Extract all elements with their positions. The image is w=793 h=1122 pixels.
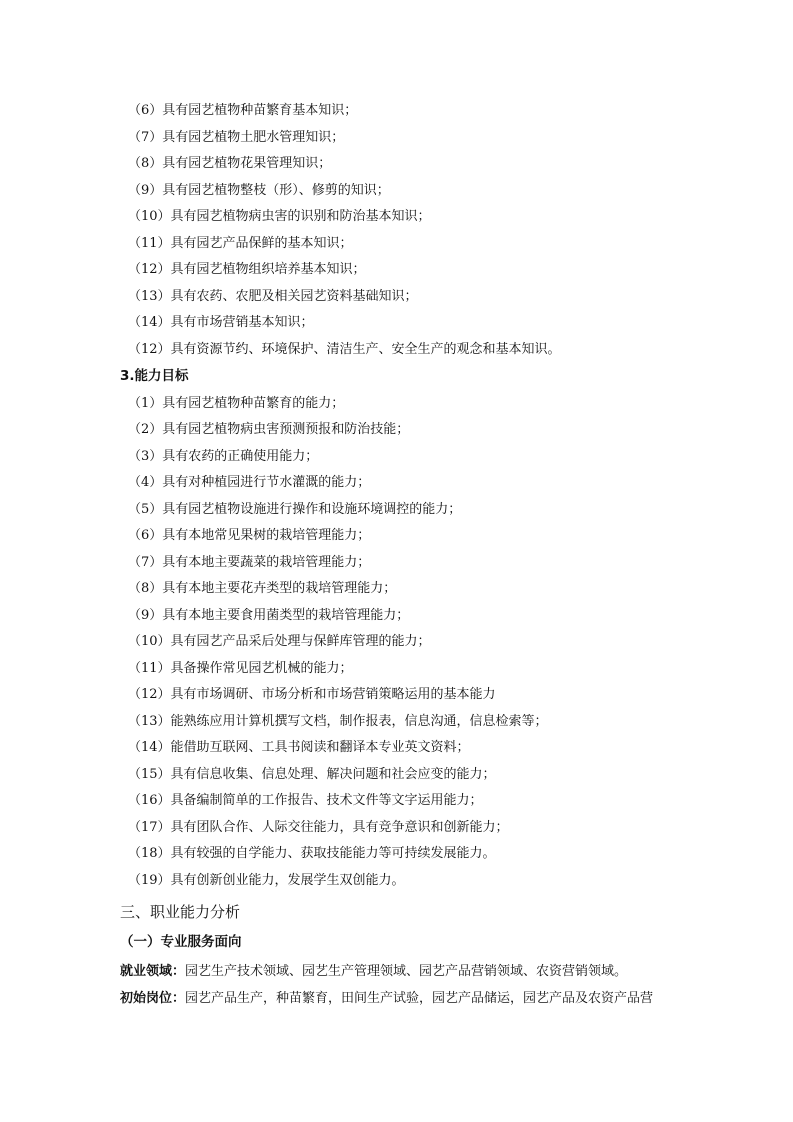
initial-post-label: 初始岗位： <box>120 991 186 1006</box>
initial-post-paragraph <box>120 991 653 1007</box>
ability-item: （5）具有园艺植物设施进行操作和设施环境调控的能力； <box>128 502 462 517</box>
ability-item: （3）具有农药的正确使用能力； <box>128 449 319 464</box>
ability-item: （15）具有信息收集、信息处理、解决问题和社会应变的能力； <box>128 767 496 782</box>
ability-heading: 3.能力目标 <box>120 368 189 384</box>
ability-item: （16）具备编制简单的工作报告、技术文件等文字运用能力； <box>128 793 483 808</box>
knowledge-item: （6）具有园艺植物种苗繁育基本知识； <box>128 103 358 118</box>
ability-item: （17）具有团队合作、人际交往能力，具有竞争意识和创新能力； <box>128 820 509 835</box>
knowledge-item: （12）具有园艺植物组织培养基本知识； <box>128 262 366 277</box>
employment-paragraph <box>120 964 627 980</box>
ability-item: （4）具有对种植园进行节水灌溉的能力； <box>128 475 371 490</box>
ability-item: （1）具有园艺植物种苗繁育的能力； <box>128 396 345 411</box>
ability-item: （6）具有本地常见果树的栽培管理能力； <box>128 528 371 543</box>
knowledge-item: （11）具有园艺产品保鲜的基本知识； <box>128 236 353 251</box>
knowledge-item: （14）具有市场营销基本知识； <box>128 315 314 330</box>
ability-item: （11）具备操作常见园艺机械的能力； <box>128 661 353 676</box>
ability-item: （18）具有较强的自学能力、获取技能能力等可持续发展能力。 <box>128 846 496 861</box>
knowledge-item: （7）具有园艺植物土肥水管理知识； <box>128 130 345 145</box>
knowledge-item: （8）具有园艺植物花果管理知识； <box>128 156 332 171</box>
ability-item: （2）具有园艺植物病虫害预测预报和防治技能； <box>128 422 410 437</box>
knowledge-item: （10）具有园艺植物病虫害的识别和防治基本知识； <box>128 209 431 224</box>
ability-item: （13）能熟练应用计算机撰写文档，制作报表，信息沟通，信息检索等； <box>128 714 548 729</box>
knowledge-item: （9）具有园艺植物整枝（形）、修剪的知识； <box>128 183 390 198</box>
employment-text: 园艺生产技术领域、园艺生产管理领域、园艺产品营销领域、农资营销领域。 <box>185 964 628 979</box>
ability-item: （19）具有创新创业能力，发展学生双创能力。 <box>128 873 405 888</box>
ability-item: （7）具有本地主要蔬菜的栽培管理能力； <box>128 555 371 570</box>
ability-item: （9）具有本地主要食用菌类型的栽培管理能力； <box>128 608 410 623</box>
employment-label: 就业领域： <box>120 964 186 979</box>
section-title: 三、职业能力分析 <box>120 903 241 921</box>
knowledge-item: （13）具有农药、农肥及相关园艺资料基础知识； <box>128 289 418 304</box>
initial-post-text: 园艺产品生产，种苗繁育，田间生产试验，园艺产品储运，园艺产品及农资产品营 <box>185 991 654 1006</box>
ability-item: （14）能借助互联网、工具书阅读和翻译本专业英文资料； <box>128 740 470 755</box>
ability-item: （12）具有市场调研、市场分析和市场营销策略运用的基本能力 <box>128 687 496 702</box>
knowledge-item: （12）具有资源节约、环境保护、清洁生产、安全生产的观念和基本知识。 <box>128 342 561 357</box>
ability-item: （10）具有园艺产品采后处理与保鲜库管理的能力； <box>128 634 431 649</box>
ability-item: （8）具有本地主要花卉类型的栽培管理能力； <box>128 581 397 596</box>
subsection-title: （一）专业服务面向 <box>120 934 242 950</box>
